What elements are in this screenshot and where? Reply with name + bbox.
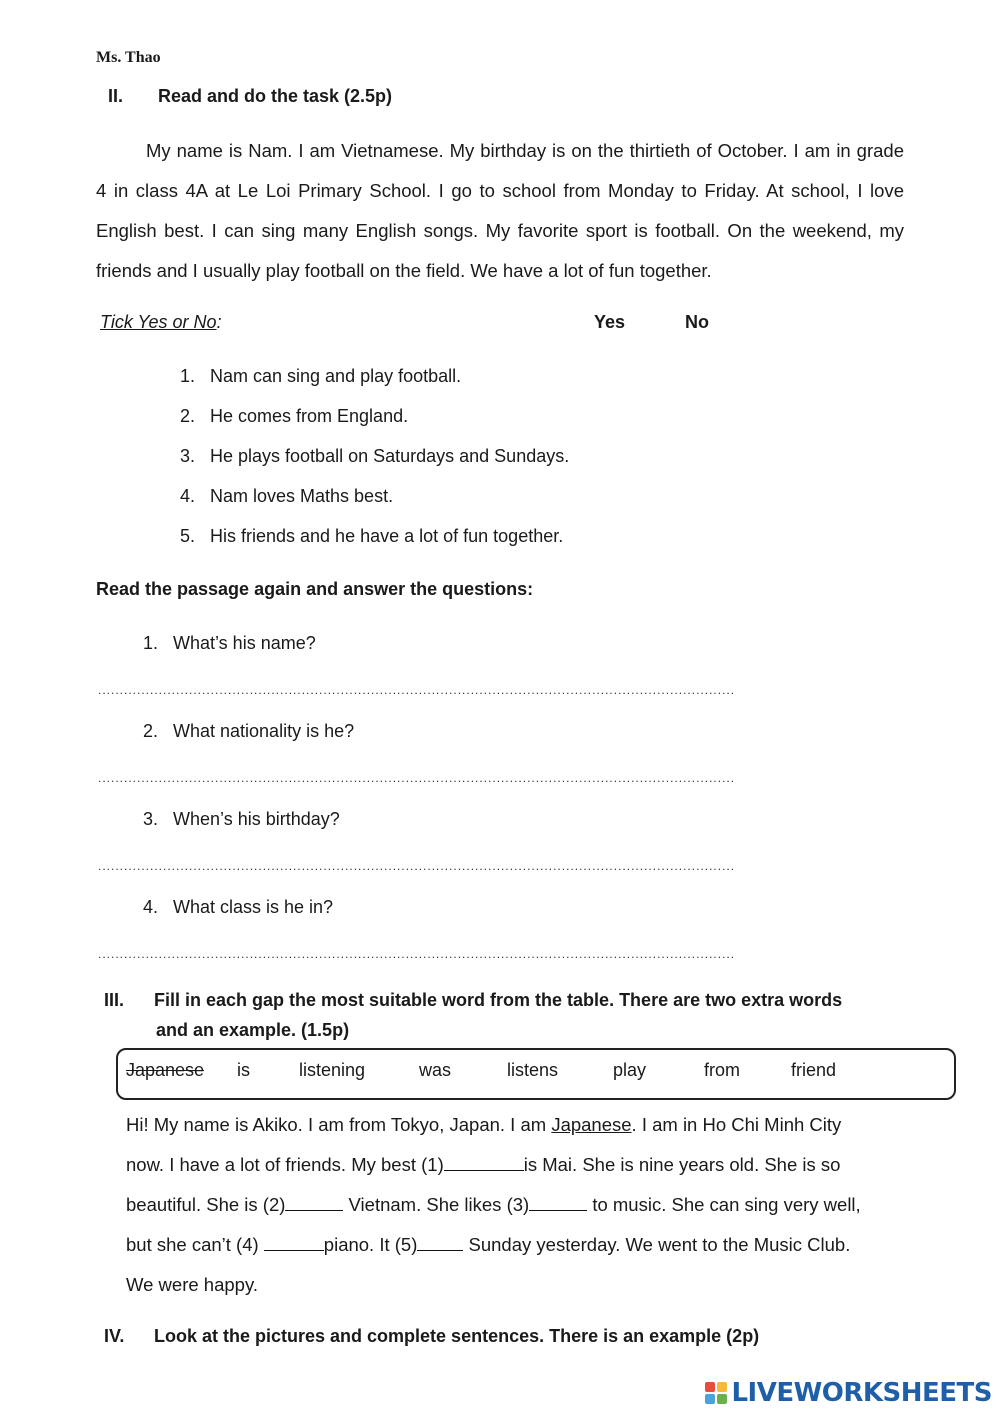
word-bank-word: listens [507,1060,559,1080]
question-3 [143,809,340,830]
section-2-heading [108,86,392,107]
gap-text: now. I have a lot of friends. My best (1) [126,1154,444,1175]
gap-line-4 [126,1225,904,1265]
section-3-heading [104,985,904,1045]
question-text: What nationality is he? [173,721,355,741]
answer-line-1[interactable]: ................................................................................................................................................... [98,686,736,694]
gap-text: but she can’t (4) [126,1234,264,1255]
gap-text: Sunday yesterday. We went to the Music Club. [463,1234,851,1255]
section-4-heading [104,1326,759,1347]
word-bank-word: play [613,1060,647,1080]
gap-text: to music. She can sing very well, [587,1194,861,1215]
section-3-title-line-1: Fill in each gap the most suitable word from the table. There are two extra words [154,990,843,1010]
word-bank-word: listening [299,1060,366,1080]
section-4-title: Look at the pictures and complete sentences. There is an example (2p) [154,1326,760,1346]
tick-item-5 [180,526,563,547]
section-3-title-line-2: and an example. (1.5p) [156,1020,350,1040]
word-bank-word: friend [791,1060,837,1080]
gap-text: piano. It (5) [323,1234,418,1255]
tick-item-text: Nam loves Maths best. [210,486,394,506]
tick-item-number: 3. [180,446,196,466]
tick-item-text: His friends and he have a lot of fun together. [210,526,564,546]
section-2-numeral: II. [108,86,124,106]
answer-line-4[interactable]: ................................................................................................................................................... [98,950,736,958]
section-3-numeral: III. [104,990,125,1010]
question-number: 2. [143,721,159,741]
word-bank-word: Japanese [126,1060,205,1080]
liveworksheets-logo [705,1379,992,1407]
tick-item-4 [180,486,393,507]
gap-line-1 [126,1105,904,1145]
gap-text: Hi! My name is Akiko. I am from Tokyo, Japan. I am [126,1114,552,1135]
tick-item-text: He comes from England. [210,406,409,426]
question-1 [143,633,316,654]
gap-text: beautiful. She is (2) [126,1194,286,1215]
question-text: What’s his name? [173,633,316,653]
tick-item-number: 4. [180,486,196,506]
tick-item-3 [180,446,569,467]
gap-line-5: We were happy. [126,1274,258,1295]
passage-text: My name is Nam. I am Vietnamese. My birthday is on the thirtieth of October. I am in grade 4 in class 4A at Le Loi Primary School. I go to school from Monday to Friday. At school, I love English best. I can sing many English songs. My favorite sport is football. On the weekend, my friends and I usually play football on the field. We have a lot of fun together. [96,140,904,281]
word-bank-word: was [419,1060,452,1080]
logo-text: LIVEWORKSHEETS [731,1378,992,1408]
author-name: Ms. Thao [96,49,161,66]
answer-line-2[interactable]: ................................................................................................................................................... [98,774,736,782]
tick-item-text: Nam can sing and play football. [210,366,462,386]
answer-line-3[interactable]: ................................................................................................................................................... [98,862,736,870]
tick-item-text: He plays football on Saturdays and Sundays. [210,446,570,466]
word-bank-word: from [704,1060,740,1080]
gap-line-3 [126,1185,904,1225]
tick-instruction [100,312,222,333]
gap-text: is Mai. She is nine years old. She is so [523,1154,841,1175]
tick-item-number: 2. [180,406,196,426]
question-2 [143,721,354,742]
section-2-title: Read and do the task (2.5p) [158,86,393,106]
question-4 [143,897,333,918]
question-number: 3. [143,809,159,829]
gap-3-blank[interactable] [529,1194,587,1211]
gap-line-2 [126,1145,904,1185]
reading-passage [96,131,904,291]
gap-1-blank[interactable] [444,1154,524,1171]
logo-icon [705,1382,727,1404]
fill-gap-passage [126,1105,904,1305]
tick-item-1 [180,366,461,387]
example-answer: Japanese [551,1114,632,1135]
question-number: 4. [143,897,159,917]
word-bank-word: is [237,1060,250,1080]
no-column-header: No [685,312,709,332]
gap-4-blank[interactable] [264,1234,324,1251]
question-number: 1. [143,633,159,653]
tick-label: Tick Yes or No [100,312,217,332]
tick-colon: : [216,312,222,332]
section-4-numeral: IV. [104,1326,125,1346]
questions-heading: Read the passage again and answer the questions: [96,579,534,599]
question-text: What class is he in? [173,897,334,917]
question-text: When’s his birthday? [173,809,340,829]
gap-text: . I am in Ho Chi Minh City [631,1114,842,1135]
gap-5-blank[interactable] [417,1234,463,1251]
gap-2-blank[interactable] [285,1194,343,1211]
tick-item-number: 5. [180,526,196,546]
tick-item-2 [180,406,408,427]
yes-column-header: Yes [594,312,626,332]
gap-text: Vietnam. She likes (3) [343,1194,530,1215]
tick-item-number: 1. [180,366,196,386]
